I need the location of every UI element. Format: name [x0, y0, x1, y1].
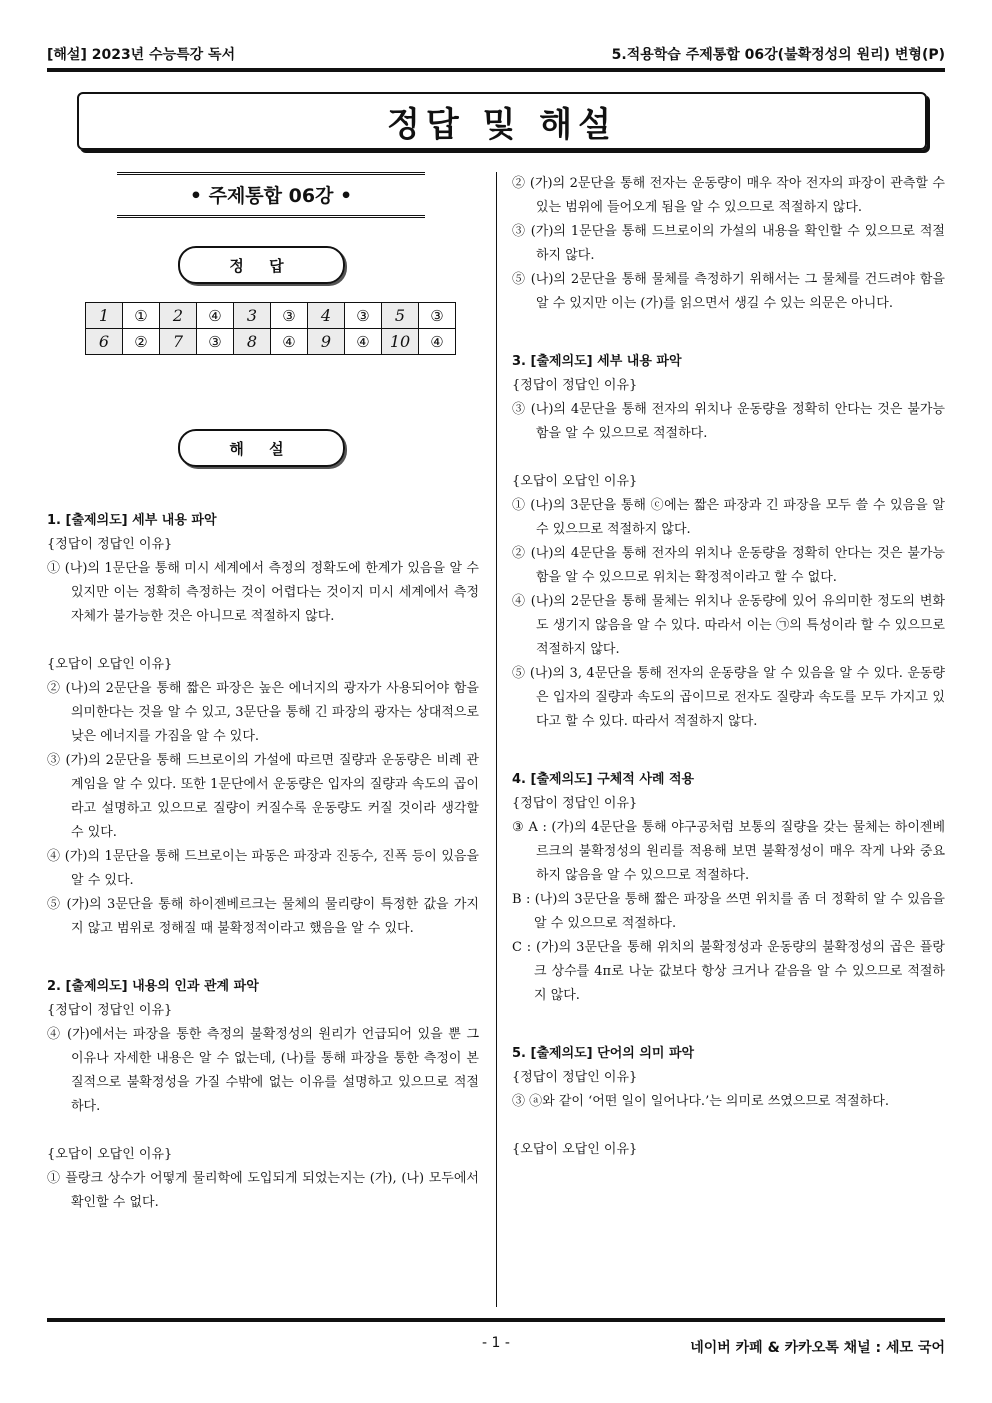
question-number: 5	[382, 303, 419, 329]
answer-choice: ④	[419, 329, 456, 355]
explanation-item: ③ (나)의 4문단을 통해 전자의 위치나 운동량을 정확히 안다는 것은 불가능함을 알 수 있으므로 적절하다.	[512, 402, 945, 441]
header-left: [해설] 2023년 수능특강 독서	[47, 47, 236, 63]
explanation-item: ④ (가)의 1문단을 통해 드브로이는 파동은 파장과 진동수, 진폭 등이 있음을 알 수 있다.	[47, 849, 479, 888]
explanation-item: ① 플랑크 상수가 어떻게 물리학에 도입되게 되었는지는 (가), (나) 모두에서 확인할 수 없다.	[47, 1171, 479, 1210]
column-divider	[496, 172, 497, 1307]
explanation-item: ③ ⓐ와 같이 ‘어떤 일이 일어나다.’는 의미로 쓰였으므로 적절하다.	[512, 1094, 889, 1109]
footer-rule	[47, 1318, 945, 1322]
answer-choice: ③	[419, 303, 456, 329]
explanation-item: ① (나)의 1문단을 통해 미시 세계에서 측정의 정확도에 한계가 있음을 알 수 있지만 이는 정확히 측정하는 것이 어렵다는 것이지 미시 세계에서 측정 자체가 불가능한 것은 아니므로 적절하지 않다.	[47, 561, 479, 624]
question-number: 4	[308, 303, 345, 329]
answer-row	[86, 329, 456, 355]
question-5-section	[512, 1042, 945, 1162]
title-box	[77, 92, 927, 150]
explanation-item: B : (나)의 3문단을 통해 짧은 파장을 쓰면 위치를 좀 더 정확히 알 수 있음을 알 수 있으므로 적절하다.	[512, 892, 945, 931]
answer-row	[86, 303, 456, 329]
answer-choice: ③	[345, 303, 382, 329]
explanation-item: C : (가)의 3문단을 통해 위치의 불확정성과 운동량의 불확정성의 곱은 플랑크 상수를 4π로 나눈 값보다 항상 크거나 같음을 알 수 있으므로 적절하지 않다.	[512, 940, 945, 1003]
answer-choice: ③	[197, 329, 234, 355]
question-number: 8	[234, 329, 271, 355]
correct-reason-label: {정답이 정답인 이유}	[512, 796, 638, 811]
lesson-title: • 주제통합 06강 •	[117, 172, 425, 218]
answer-choice: ④	[197, 303, 234, 329]
question-3-title: 3. [출제의도] 세부 내용 파악	[512, 354, 682, 369]
question-number: 2	[160, 303, 197, 329]
question-4-title: 4. [출제의도] 구체적 사례 적용	[512, 772, 695, 787]
explanation-item: ③ (가)의 2문단을 통해 드브로이의 가설에 따르면 질량과 운동량은 비례 관계임을 알 수 있다. 또한 1문단에서 운동량은 입자의 질량과 속도의 곱이라고 설명하고 있으므로 질량이 커질수록 운동량도 커질 것이라 생각할 수 있다.	[47, 753, 479, 840]
answer-label: 정 답	[178, 246, 345, 284]
wrong-reason-label: {오답이 오답인 이유}	[47, 1147, 173, 1162]
explanation-item: ⑤ (나)의 2문단을 통해 물체를 측정하기 위해서는 그 물체를 건드려야 함을 알 수 있지만 이는 (가)를 읽으면서 생길 수 있는 의문은 아니다.	[512, 272, 945, 311]
wrong-reason-label: {오답이 오답인 이유}	[47, 657, 173, 672]
right-column	[512, 172, 945, 1162]
explanation-label: 해 설	[178, 429, 345, 467]
explanation-item: ⑤ (가)의 3문단을 통해 하이젠베르크는 물체의 물리량이 특정한 값을 가지지 않고 범위로 정해질 때 불확정적이라고 했음을 알 수 있다.	[47, 897, 479, 936]
question-number: 7	[160, 329, 197, 355]
correct-reason-label: {정답이 정답인 이유}	[47, 1003, 173, 1018]
question-number: 9	[308, 329, 345, 355]
page-title: 정답 및 해설	[387, 104, 617, 145]
correct-reason-label: {정답이 정답인 이유}	[47, 537, 173, 552]
explanation-item: ④ (가)에서는 파장을 통한 측정의 불확정성의 원리가 언급되어 있을 뿐 그 이유나 자세한 내용은 알 수 없는데, (나)를 통해 파장을 통한 측정이 본질적으로 불확정성을 가질 수밖에 없는 이유를 설명하고 있으므로 적절하다.	[47, 1027, 479, 1114]
explanation-item: ② (나)의 4문단을 통해 전자의 위치나 운동량을 정확히 안다는 것은 불가능함을 알 수 있으므로 위치는 확정적이라고 할 수 없다.	[512, 546, 945, 585]
answer-choice: ④	[345, 329, 382, 355]
question-2-title: 2. [출제의도] 내용의 인과 관계 파악	[47, 979, 259, 994]
correct-reason-label: {정답이 정답인 이유}	[512, 378, 638, 393]
header-right: 5.적용학습 주제통합 06강(불확정성의 원리) 변형(P)	[611, 47, 945, 63]
question-number: 1	[86, 303, 123, 329]
explanation-item: ⑤ (나)의 3, 4문단을 통해 전자의 운동량을 알 수 있음을 알 수 있다. 운동량은 입자의 질량과 속도의 곱이므로 전자도 질량과 속도를 모두 가지고 있다고 할 수 있다. 따라서 적절하지 않다.	[512, 666, 945, 729]
question-3-section	[512, 350, 945, 734]
correct-reason-label: {정답이 정답인 이유}	[512, 1070, 638, 1085]
question-1-title: 1. [출제의도] 세부 내용 파악	[47, 513, 217, 528]
answer-choice: ①	[123, 303, 160, 329]
explanation-item: ② (가)의 2문단을 통해 전자는 운동량이 매우 작아 전자의 파장이 관측할 수 있는 범위에 들어오게 됨을 알 수 있으므로 적절하지 않다.	[512, 176, 945, 215]
question-number: 6	[86, 329, 123, 355]
wrong-reason-label: {오답이 오답인 이유}	[512, 1142, 638, 1157]
answer-table	[85, 302, 456, 355]
explanation-item: ② (나)의 2문단을 통해 짧은 파장은 높은 에너지의 광자가 사용되어야 함을 의미한다는 것을 알 수 있고, 3문단을 통해 긴 파장의 광자는 상대적으로 낮은 에너지를 가짐을 알 수 있다.	[47, 681, 479, 744]
answer-choice: ④	[271, 329, 308, 355]
answer-choice: ③	[271, 303, 308, 329]
question-5-title: 5. [출제의도] 단어의 의미 파악	[512, 1046, 695, 1061]
left-column	[47, 172, 479, 1215]
explanation-item: ④ (나)의 2문단을 통해 물체는 위치나 운동량에 있어 유의미한 정도의 변화도 생기지 않음을 알 수 있다. 따라서 이는 ㉠의 특성이라 할 수 있으므로 적절하지 않다.	[512, 594, 945, 657]
footer-credit: 네이버 카페 & 카카오톡 채널 : 세모 국어	[690, 1340, 945, 1356]
question-1-section	[47, 509, 479, 941]
question-2-continued	[512, 172, 945, 316]
page-number: - 1 -	[482, 1335, 510, 1351]
question-4-section	[512, 768, 945, 1008]
explanation-item: ③ A : (가)의 4문단을 통해 야구공처럼 보통의 질량을 갖는 물체는 하이젠베르크의 불확정성의 원리를 적용해 보면 불확정성이 매우 작게 나와 중요하지 않음을 알 수 있으므로 적절하다.	[512, 820, 945, 883]
explanation-item: ① (나)의 3문단을 통해 ⓒ에는 짧은 파장과 긴 파장을 모두 쓸 수 있음을 알 수 있으므로 적절하지 않다.	[512, 498, 945, 537]
question-2-section	[47, 975, 479, 1215]
explanation-item: ③ (가)의 1문단을 통해 드브로이의 가설의 내용을 확인할 수 있으므로 적절하지 않다.	[512, 224, 945, 263]
question-number: 10	[382, 329, 419, 355]
question-number: 3	[234, 303, 271, 329]
header-rule	[47, 68, 945, 72]
wrong-reason-label: {오답이 오답인 이유}	[512, 474, 638, 489]
answer-choice: ②	[123, 329, 160, 355]
